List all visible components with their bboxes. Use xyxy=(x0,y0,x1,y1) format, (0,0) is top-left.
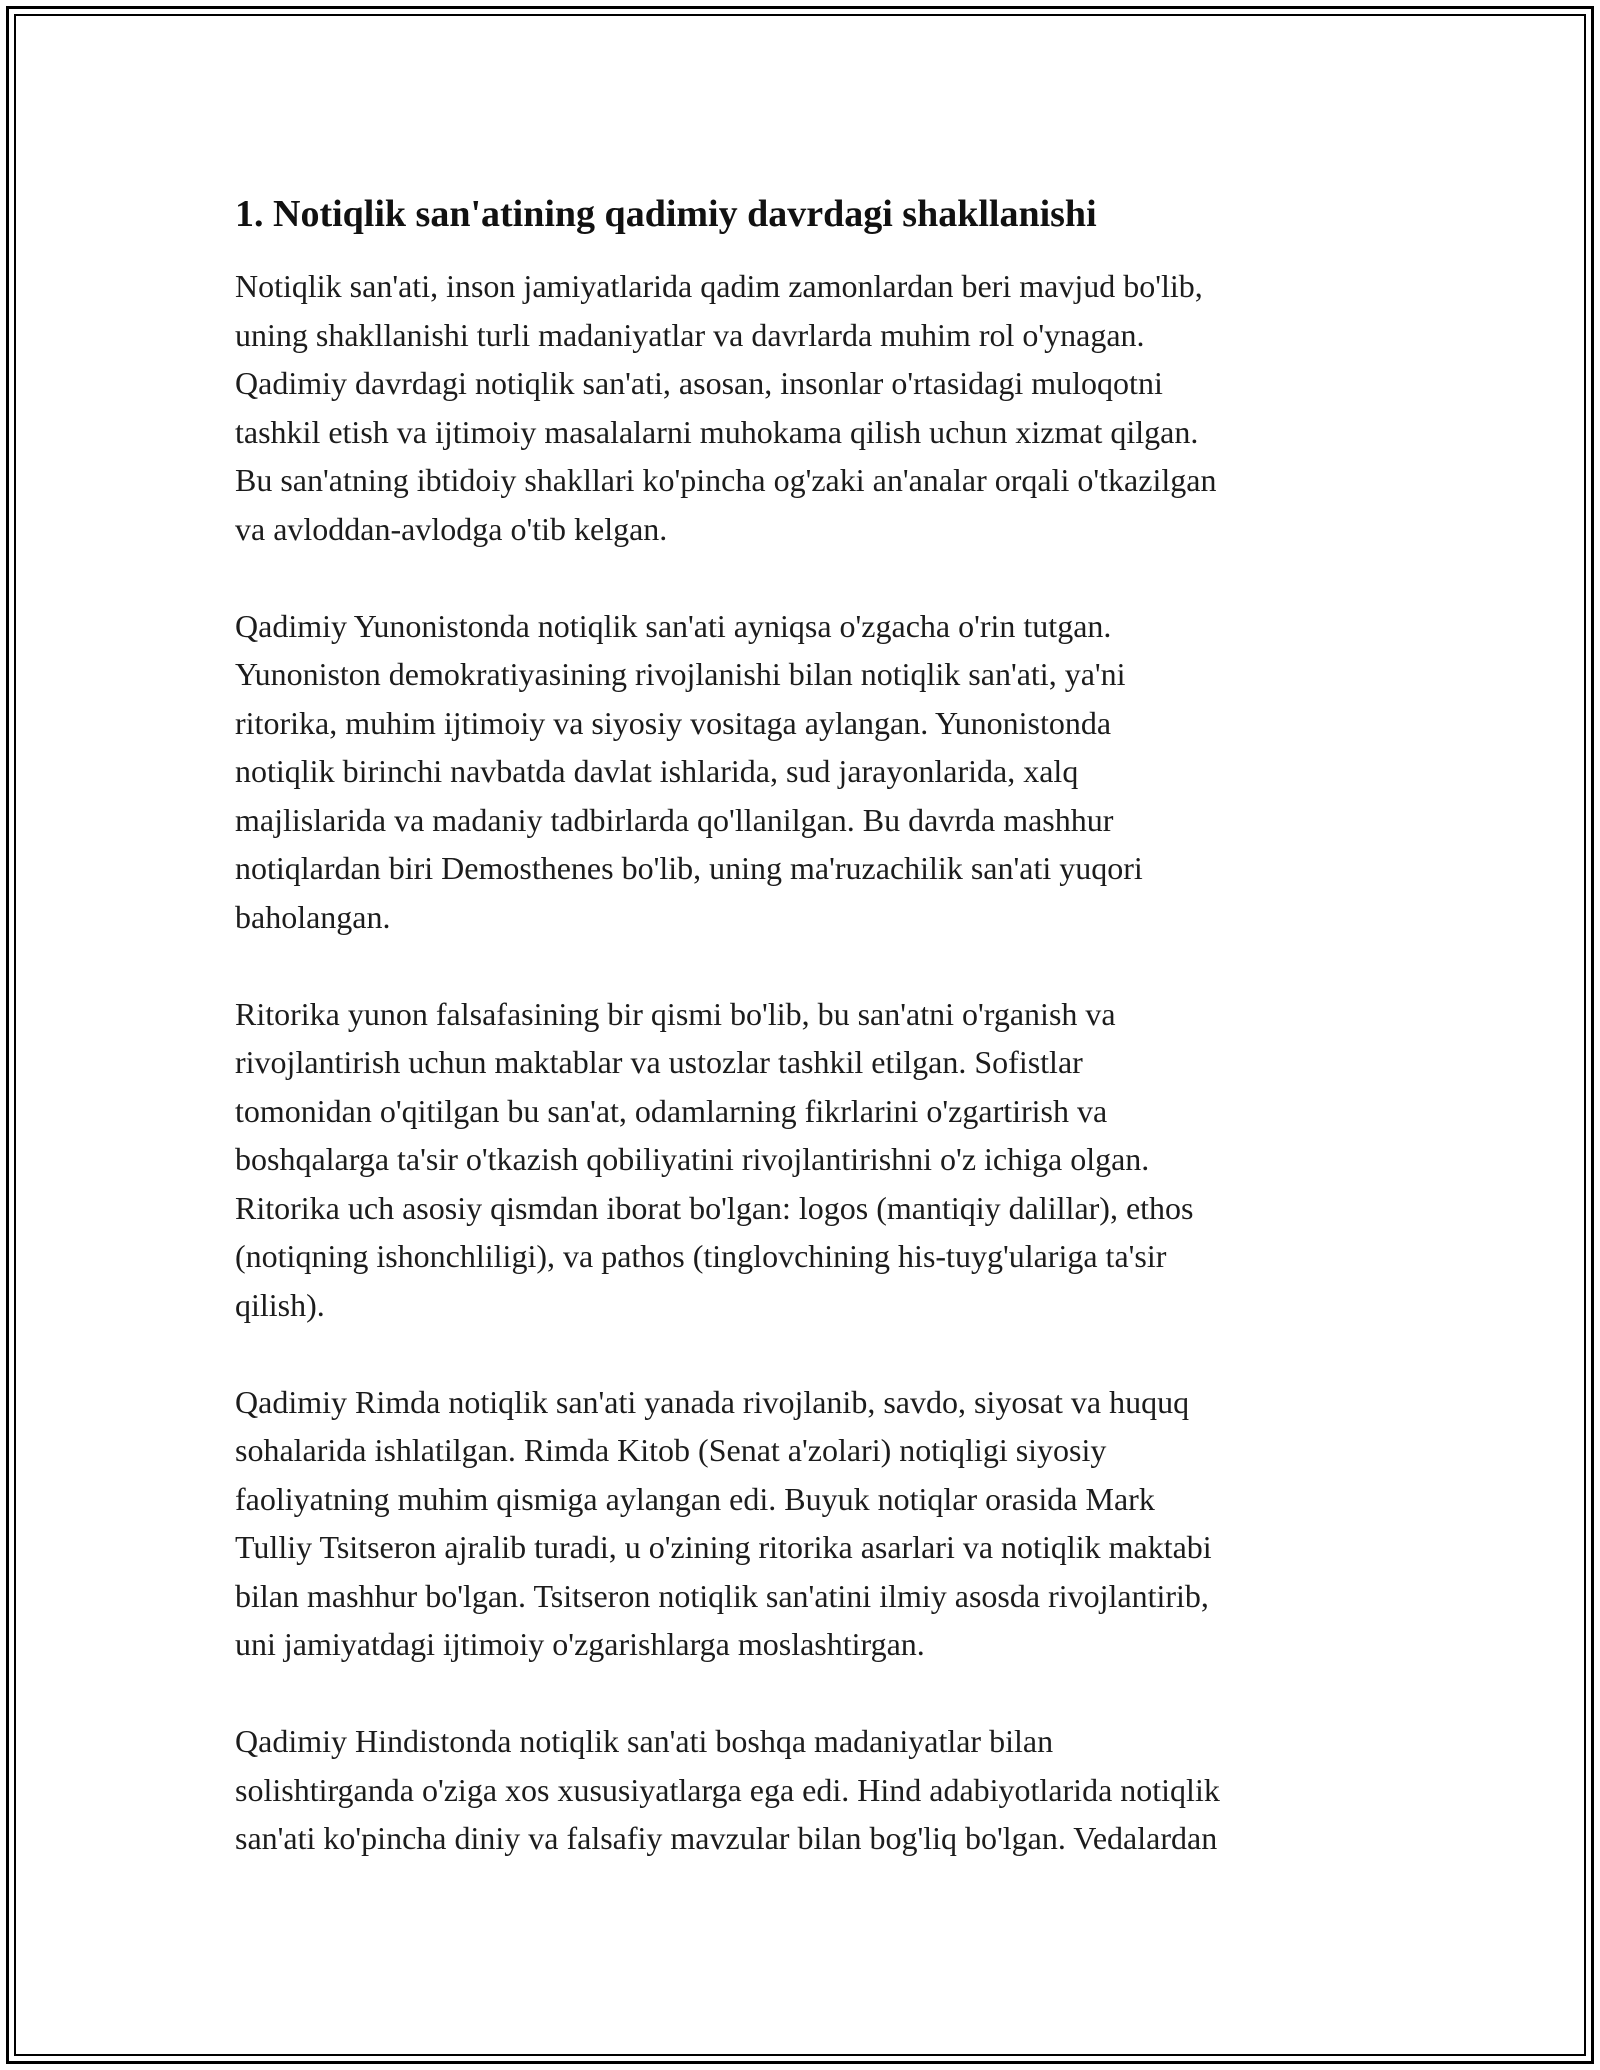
document-body xyxy=(235,188,1375,1911)
paragraph-3: Ritorika yunon falsafasining bir qismi bo'lib, bu san'atni o'rganish va rivojlantirish uchun maktablar va ustozlar tashkil etilgan. Sofistlar tomonidan o'qitilgan bu san'at, odamlarning fikrlarini o'zgartirish va boshqalarga ta'sir o'tkazish qobiliyatini rivojlantirishni o'z ichiga olgan. Ritorika uch asosiy qismdan iborat bo'lgan: logos (mantiqiy dalillar), ethos (notiqning ishonchliligi), va pathos (tinglovchining his-tuyg'ulariga ta'sir qilish). xyxy=(235,995,1194,1323)
paragraph-4: Qadimiy Rimda notiqlik san'ati yanada rivojlanib, savdo, siyosat va huquq sohalarida ishlatilgan. Rimda Kitob (Senat a'zolari) notiqligi siyosiy faoliyatning muhim qismiga aylangan edi. Buyuk notiqlar orasida Mark Tulliy Tsitseron ajralib turadi, u o'zining ritorika asarlari va notiqlik maktabi bilan mashhur bo'lgan. Tsitseron notiqlik san'atini ilmiy asosda rivojlantirib, uni jamiyatdagi ijtimoiy o'zgarishlarga moslashtirgan. xyxy=(235,1383,1212,1662)
paragraph-5: Qadimiy Hindistonda notiqlik san'ati boshqa madaniyatlar bilan solishtirganda o'ziga xos xususiyatlarga ega edi. Hind adabiyotlarida notiqlik san'ati ko'pincha diniy va falsafiy mavzular bilan bog'liq bo'lgan. Vedalardan xyxy=(235,1723,1220,1856)
section-title: 1. Notiqlik san'atining qadimiy davrdagi shakllanishi xyxy=(235,193,1097,235)
paragraph-2: Qadimiy Yunonistonda notiqlik san'ati ayniqsa o'zgacha o'rin tutgan. Yunoniston demokratiyasining rivojlanishi bilan notiqlik san'ati, ya'ni ritorika, muhim ijtimoiy va siyosiy vositaga aylangan. Yunonistonda notiqlik birinchi navbatda davlat ishlarida, sud jarayonlarida, xalq majlislarida va madaniy tadbirlarda qo'llanilgan. Bu davrda mashhur notiqlardan biri Demosthenes bo'lib, uning ma'ruzachilik san'ati yuqori baholangan. xyxy=(235,607,1143,935)
paragraph-1: Notiqlik san'ati, inson jamiyatlarida qadim zamonlardan beri mavjud bo'lib, uning shakllanishi turli madaniyatlar va davrlarda muhim rol o'ynagan. Qadimiy davrdagi notiqlik san'ati, asosan, insonlar o'rtasidagi muloqotni tashkil etish va ijtimoiy masalalarni muhokama qilish uchun xizmat qilgan. Bu san'atning ibtidoiy shakllari ko'pincha og'zaki an'analar orqali o'tkazilgan va avloddan-avlodga o'tib kelgan. xyxy=(235,268,1217,547)
